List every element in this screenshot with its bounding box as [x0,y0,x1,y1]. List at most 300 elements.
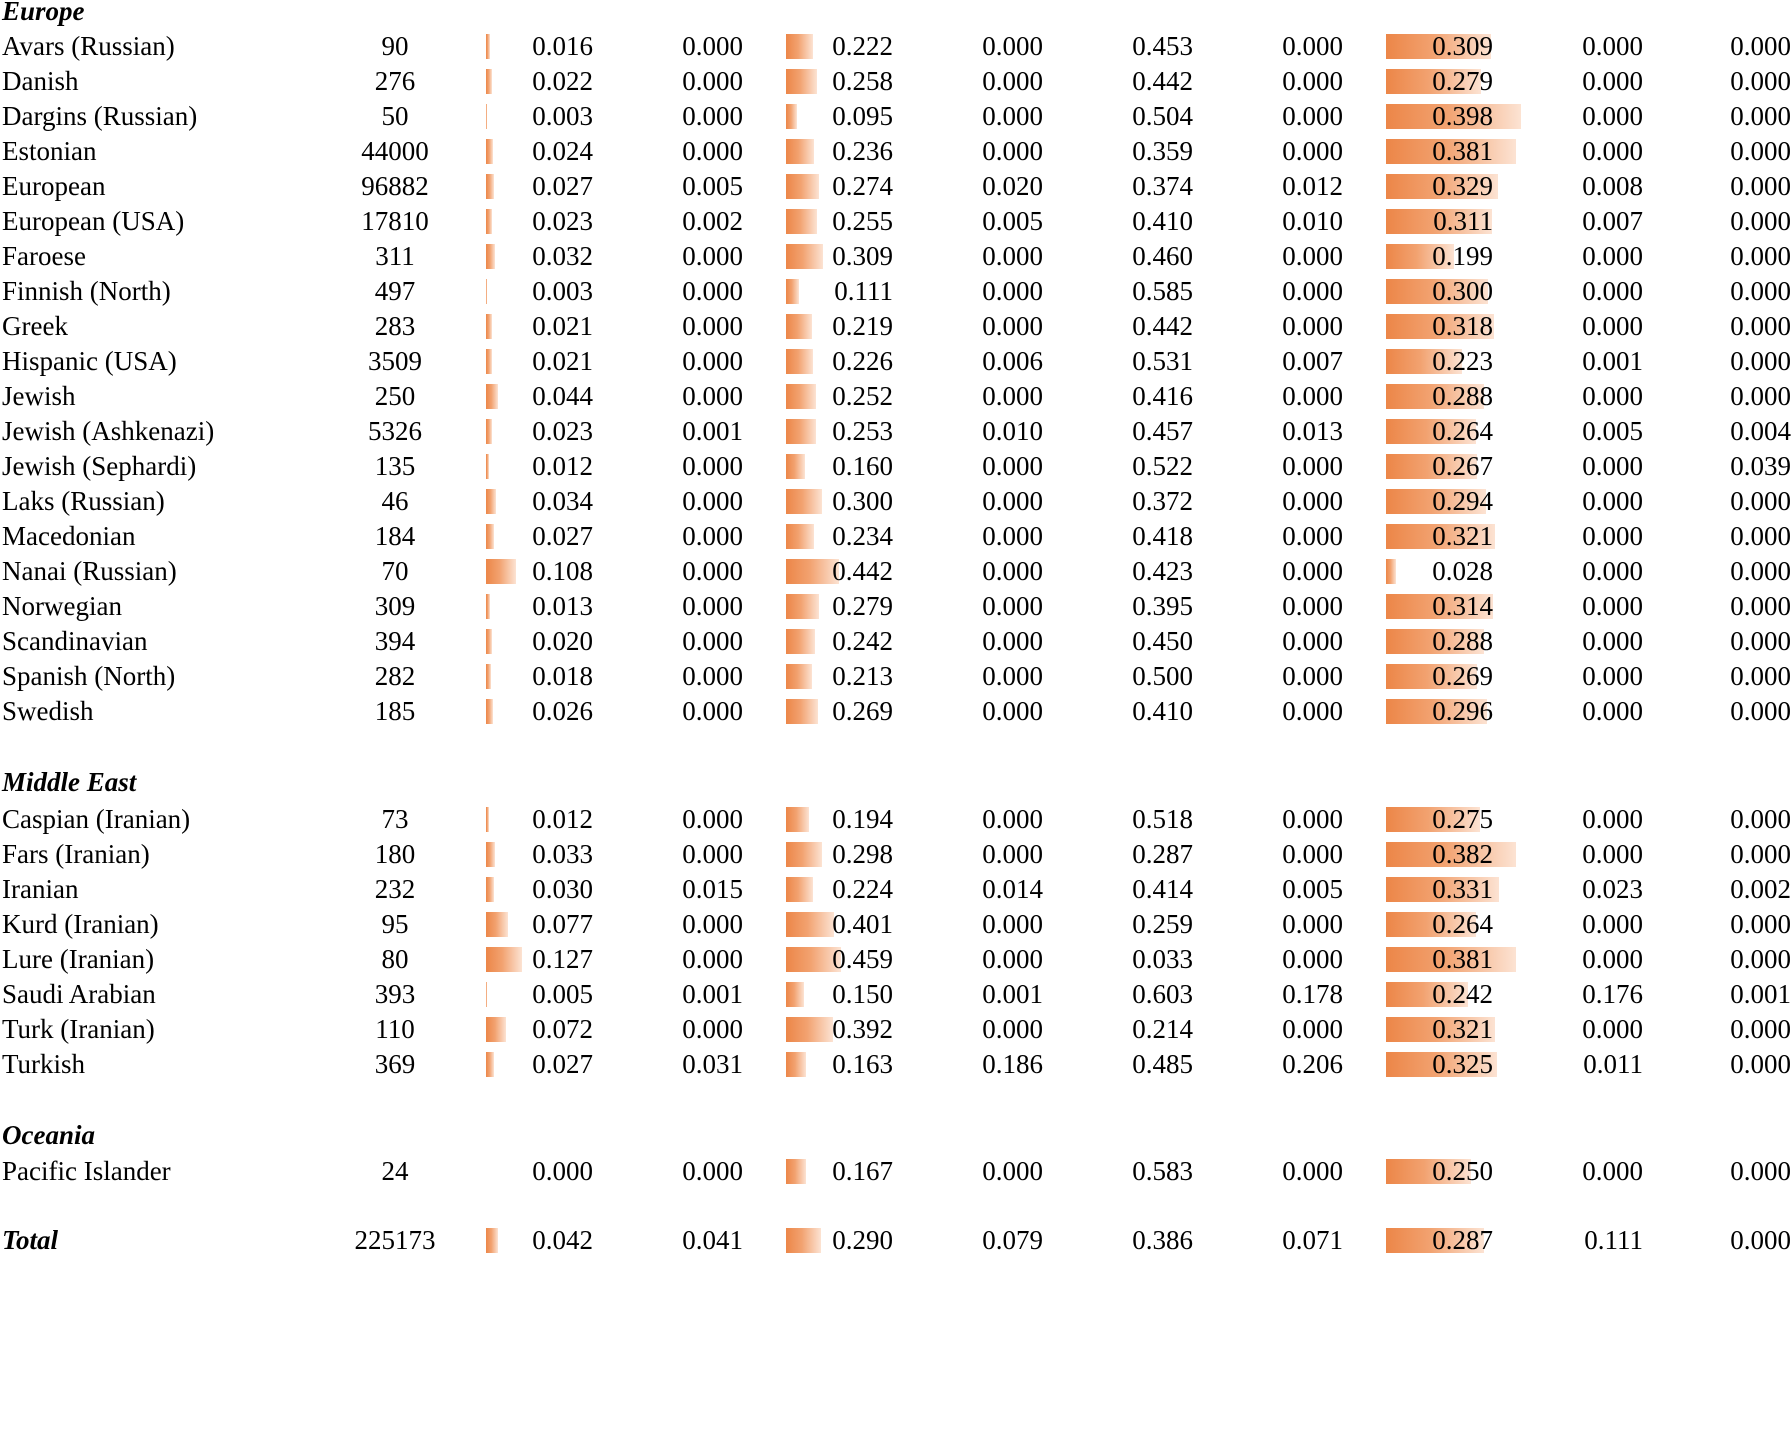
value-cell-c6 [1203,341,1343,381]
value-cell-c1 [453,341,593,381]
value-text: 0.000 [1282,451,1343,481]
population-name: Pacific Islander [2,1156,171,1186]
value-text: 0.000 [1582,241,1643,271]
value-cell-c9 [1651,481,1791,521]
value-text: 0.027 [532,521,593,551]
value-text: 0.395 [1132,591,1193,621]
value-text: 0.603 [1132,979,1193,1009]
value-cell-c5 [1053,166,1193,206]
value-text: 0.000 [1730,591,1791,621]
value-bar-c1 [486,104,487,129]
value-text: 0.275 [1432,804,1493,834]
total-row [0,1220,1791,1260]
value-cell-c5 [1053,869,1193,909]
value-text: 0.000 [1282,101,1343,131]
value-cell-c9 [1651,516,1791,556]
value-text: 0.000 [1282,591,1343,621]
value-cell-c1 [453,691,593,731]
value-cell-c6 [1203,1009,1343,1049]
value-cell-c4 [903,799,1043,839]
value-cell-c5 [1053,1044,1193,1084]
value-text: 0.000 [1582,556,1643,586]
table-row [0,306,1791,346]
value-text: 0.459 [832,944,893,974]
population-name: Scandinavian [2,626,148,656]
value-cell-c8 [1503,26,1643,66]
value-text: 0.000 [1282,556,1343,586]
value-cell-c8 [1503,341,1643,381]
value-cell-c1 [453,516,593,556]
sample-size: 135 [374,451,416,481]
value-cell-c6 [1203,516,1343,556]
value-cell-c6 [1203,974,1343,1014]
value-cell-c7 [1353,271,1493,311]
value-cell-c7 [1353,586,1493,626]
population-name: Dargins (Russian) [2,101,198,131]
value-cell-c6 [1203,376,1343,416]
population-name: Danish [2,66,79,96]
value-cell-c5 [1053,446,1193,486]
value-cell-c5 [1053,131,1193,171]
value-text: 0.018 [532,661,593,691]
value-cell-c5 [1053,341,1193,381]
value-text: 0.000 [1582,31,1643,61]
value-cell-c2 [603,201,743,241]
value-cell-c3 [753,1009,893,1049]
value-text: 0.021 [532,311,593,341]
value-cell-c1 [453,1009,593,1049]
value-cell-c5 [1053,974,1193,1014]
value-text: 0.000 [982,556,1043,586]
value-cell-c3 [753,271,893,311]
sample-size: 90 [381,31,409,61]
value-text: 0.013 [532,591,593,621]
total-label: Total [2,1225,59,1255]
value-cell-c1 [453,551,593,591]
value-cell-c6 [1203,939,1343,979]
value-text: 0.000 [1582,804,1643,834]
value-text: 0.012 [532,451,593,481]
value-text: 0.000 [1582,136,1643,166]
value-text: 0.279 [1432,66,1493,96]
table-row [0,621,1791,661]
value-text: 0.000 [682,276,743,306]
value-text: 0.000 [532,1156,593,1186]
value-cell-c5 [1053,799,1193,839]
sample-size: 46 [381,486,409,516]
value-cell-c3 [753,26,893,66]
value-text: 0.006 [982,346,1043,376]
value-bar-c3 [786,594,819,619]
value-text: 0.288 [1432,381,1493,411]
value-text: 0.000 [982,1156,1043,1186]
value-cell-c2 [603,799,743,839]
value-text: 0.000 [982,1014,1043,1044]
value-cell-c5 [1053,236,1193,276]
value-cell-c9 [1651,904,1791,944]
value-cell-c3 [753,201,893,241]
value-cell-c4 [903,586,1043,626]
value-text: 0.374 [1132,171,1193,201]
value-cell-c7 [1353,834,1493,874]
value-text: 0.000 [682,1156,743,1186]
value-cell-c3 [753,481,893,521]
value-cell-c8 [1503,869,1643,909]
value-cell-c3 [753,166,893,206]
value-cell-c4 [903,974,1043,1014]
value-cell-c6 [1203,61,1343,101]
value-cell-c6 [1203,236,1343,276]
sample-size: 282 [374,661,416,691]
population-name: Avars (Russian) [2,31,175,61]
table-row [0,61,1791,101]
value-cell-c3 [753,376,893,416]
value-text: 0.531 [1132,346,1193,376]
value-cell-c3 [753,96,893,136]
value-text: 0.416 [1132,381,1193,411]
value-text: 0.300 [1432,276,1493,306]
value-text: 0.000 [1730,1156,1791,1186]
value-bar-c3 [786,807,809,832]
value-cell-c5 [1053,306,1193,346]
value-text: 0.000 [1730,66,1791,96]
value-cell-c2 [603,1151,743,1191]
table-row [0,446,1791,486]
value-bar-c3 [786,314,812,339]
value-text: 0.000 [1730,661,1791,691]
value-text: 0.000 [682,311,743,341]
value-bar-c3 [786,524,814,549]
value-cell-c3 [753,446,893,486]
sample-size: 225173 [354,1225,436,1255]
value-bar-c3 [786,69,817,94]
value-cell-c4 [903,201,1043,241]
value-text: 0.000 [982,944,1043,974]
value-text: 0.214 [1132,1014,1193,1044]
value-cell-c8 [1503,551,1643,591]
value-text: 0.000 [1582,66,1643,96]
population-name: Turk (Iranian) [2,1014,155,1044]
sample-size: 311 [375,241,415,271]
value-cell-c9 [1651,621,1791,661]
value-text: 0.460 [1132,241,1193,271]
value-text: 0.005 [532,979,593,1009]
sample-size: 393 [374,979,416,1009]
value-text: 0.005 [1582,416,1643,446]
value-bar-c1 [486,1052,494,1077]
value-cell-c4 [903,306,1043,346]
value-text: 0.042 [532,1225,593,1255]
value-cell-c4 [903,271,1043,311]
value-cell-c9 [1651,799,1791,839]
value-text: 0.005 [1282,874,1343,904]
value-cell-c1 [453,201,593,241]
value-text: 0.000 [1582,101,1643,131]
value-cell-c2 [603,904,743,944]
value-bar-c3 [786,982,804,1007]
value-cell-c6 [1203,834,1343,874]
value-text: 0.226 [832,346,893,376]
value-text: 0.000 [682,1014,743,1044]
value-cell-c4 [903,904,1043,944]
value-cell-c9 [1651,551,1791,591]
sample-size: 369 [374,1049,416,1079]
value-text: 0.223 [1432,346,1493,376]
value-text: 0.000 [1582,696,1643,726]
value-cell-c7 [1353,376,1493,416]
value-text: 0.001 [682,979,743,1009]
value-cell-c9 [1651,1044,1791,1084]
value-text: 0.030 [532,874,593,904]
value-text: 0.020 [532,626,593,656]
value-cell-c7 [1353,166,1493,206]
value-text: 0.001 [682,416,743,446]
value-text: 0.000 [682,591,743,621]
value-cell-c4 [903,96,1043,136]
sample-size: 276 [374,66,416,96]
value-bar-c3 [786,664,812,689]
value-text: 0.000 [1582,661,1643,691]
sample-size: 5326 [368,416,422,446]
value-cell-c5 [1053,1151,1193,1191]
value-text: 0.000 [1730,276,1791,306]
value-text: 0.372 [1132,486,1193,516]
table-row [0,131,1791,171]
value-cell-c1 [453,166,593,206]
value-cell-c2 [603,411,743,451]
table-row [0,904,1791,944]
value-text: 0.000 [982,31,1043,61]
value-text: 0.079 [982,1225,1043,1255]
value-cell-c1 [453,26,593,66]
sample-size: 96882 [361,171,429,201]
sample-size: 17810 [361,206,429,236]
value-text: 0.000 [1730,804,1791,834]
value-text: 0.163 [832,1049,893,1079]
value-cell-c7 [1353,621,1493,661]
value-text: 0.167 [832,1156,893,1186]
value-text: 0.000 [1730,31,1791,61]
value-text: 0.028 [1432,556,1493,586]
value-text: 0.418 [1132,521,1193,551]
value-cell-c4 [903,939,1043,979]
value-text: 0.381 [1432,136,1493,166]
value-text: 0.000 [1582,626,1643,656]
sample-size: 80 [381,944,409,974]
value-cell-c9 [1651,586,1791,626]
table-row [0,691,1791,731]
value-cell-c8 [1503,61,1643,101]
population-name: Iranian [2,874,79,904]
value-bar-c3 [786,174,819,199]
value-cell-c4 [903,411,1043,451]
value-text: 0.000 [1730,171,1791,201]
value-text: 0.032 [532,241,593,271]
value-text: 0.002 [682,206,743,236]
value-cell-c6 [1203,166,1343,206]
value-text: 0.329 [1432,171,1493,201]
value-cell-c3 [753,869,893,909]
value-cell-c4 [903,61,1043,101]
value-cell-c9 [1651,376,1791,416]
value-cell-c5 [1053,621,1193,661]
value-text: 0.279 [832,591,893,621]
value-text: 0.296 [1432,696,1493,726]
value-cell-c7 [1353,446,1493,486]
value-cell-c5 [1053,939,1193,979]
value-text: 0.004 [1730,416,1791,446]
value-bar-c3 [786,139,814,164]
value-cell-c2 [603,551,743,591]
population-name: Faroese [2,241,86,271]
value-text: 0.000 [1282,521,1343,551]
table-row [0,341,1791,381]
value-text: 0.000 [1282,31,1343,61]
value-cell-c6 [1203,411,1343,451]
value-text: 0.309 [832,241,893,271]
value-cell-c6 [1203,1151,1343,1191]
value-bar-c3 [786,842,822,867]
value-cell-c4 [903,551,1043,591]
value-cell-c2 [603,1009,743,1049]
value-cell-c2 [603,691,743,731]
value-text: 0.000 [1282,944,1343,974]
population-name: Turkish [2,1049,86,1079]
sample-size: 3509 [368,346,422,376]
value-bar-c3 [786,1228,821,1253]
value-text: 0.253 [832,416,893,446]
value-cell-c6 [1203,306,1343,346]
value-cell-c2 [603,481,743,521]
value-text: 0.000 [982,276,1043,306]
value-cell-c7 [1353,904,1493,944]
value-text: 0.000 [1730,311,1791,341]
value-cell-c5 [1053,96,1193,136]
value-cell-c7 [1353,799,1493,839]
sample-size: 44000 [361,136,429,166]
value-cell-c5 [1053,411,1193,451]
value-text: 0.000 [982,381,1043,411]
value-cell-c8 [1503,1220,1643,1260]
table-row [0,481,1791,521]
value-cell-c6 [1203,446,1343,486]
sample-size: 95 [381,909,409,939]
value-text: 0.016 [532,31,593,61]
value-cell-c7 [1353,974,1493,1014]
value-bar-c1 [486,1228,498,1253]
value-text: 0.325 [1432,1049,1493,1079]
value-cell-c2 [603,306,743,346]
value-bar-c3 [786,1017,833,1042]
value-cell-c3 [753,621,893,661]
value-text: 0.000 [1282,486,1343,516]
value-text: 0.000 [682,451,743,481]
value-text: 0.264 [1432,909,1493,939]
value-cell-c2 [603,236,743,276]
value-cell-c2 [603,1044,743,1084]
table-row [0,551,1791,591]
value-text: 0.000 [682,486,743,516]
population-name: Greek [2,311,68,341]
value-cell-c8 [1503,236,1643,276]
value-text: 0.111 [834,276,893,306]
value-text: 0.264 [1432,416,1493,446]
value-cell-c8 [1503,516,1643,556]
value-cell-c6 [1203,904,1343,944]
value-text: 0.250 [1432,1156,1493,1186]
value-text: 0.020 [982,171,1043,201]
value-text: 0.500 [1132,661,1193,691]
value-text: 0.258 [832,66,893,96]
value-text: 0.000 [1582,909,1643,939]
table-row [0,96,1791,136]
sample-size: 250 [374,381,416,411]
value-cell-c5 [1053,271,1193,311]
value-bar-c3 [786,1159,806,1184]
value-bar-c1 [486,174,494,199]
value-bar-c1 [486,384,498,409]
value-cell-c8 [1503,376,1643,416]
value-cell-c9 [1651,834,1791,874]
value-cell-c5 [1053,834,1193,874]
value-text: 0.010 [1282,206,1343,236]
value-text: 0.000 [1730,206,1791,236]
value-cell-c4 [903,516,1043,556]
value-bar-c1 [486,139,493,164]
value-text: 0.000 [1730,381,1791,411]
value-text: 0.127 [532,944,593,974]
value-cell-c1 [453,236,593,276]
value-text: 0.000 [682,839,743,869]
value-bar-c3 [786,629,815,654]
value-cell-c8 [1503,201,1643,241]
table-row [0,26,1791,66]
value-bar-c1 [486,419,492,444]
value-cell-c8 [1503,586,1643,626]
value-bar-c3 [786,489,822,514]
value-bar-c3 [786,209,817,234]
value-text: 0.359 [1132,136,1193,166]
population-name: Jewish [2,381,76,411]
value-cell-c2 [603,656,743,696]
value-cell-c3 [753,834,893,874]
value-text: 0.267 [1432,451,1493,481]
value-cell-c6 [1203,26,1343,66]
value-text: 0.012 [1282,171,1343,201]
value-text: 0.000 [1282,804,1343,834]
value-cell-c2 [603,586,743,626]
value-text: 0.000 [1282,696,1343,726]
value-cell-c8 [1503,411,1643,451]
value-cell-c7 [1353,131,1493,171]
value-text: 0.000 [1582,839,1643,869]
value-cell-c2 [603,621,743,661]
value-cell-c6 [1203,586,1343,626]
value-cell-c8 [1503,481,1643,521]
value-text: 0.442 [832,556,893,586]
value-cell-c5 [1053,481,1193,521]
value-cell-c9 [1651,974,1791,1014]
value-text: 0.386 [1132,1225,1193,1255]
value-cell-c1 [453,411,593,451]
value-text: 0.000 [982,661,1043,691]
value-text: 0.111 [1584,1225,1643,1255]
value-text: 0.294 [1432,486,1493,516]
value-cell-c3 [753,799,893,839]
value-text: 0.000 [1730,1014,1791,1044]
value-text: 0.000 [1282,909,1343,939]
value-cell-c3 [753,411,893,451]
